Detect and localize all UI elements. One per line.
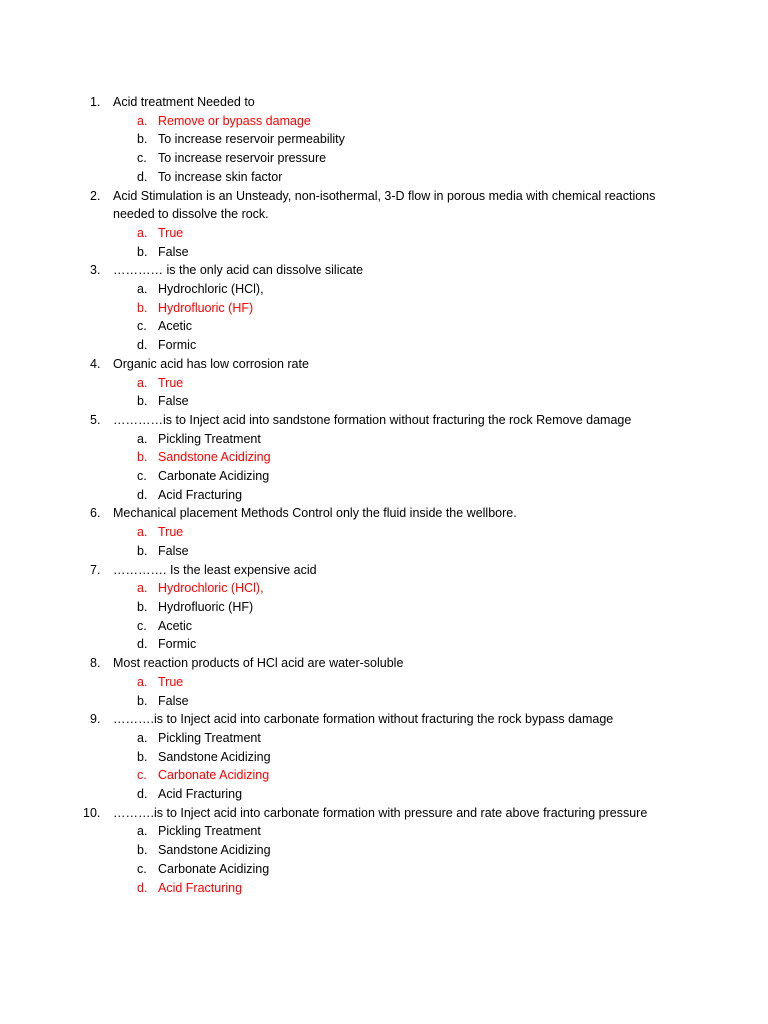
question-text: ……….is to Inject acid into carbonate formation without fracturing the rock bypass damage — [113, 712, 614, 727]
option-letter: a. — [137, 730, 148, 745]
option-letter: d. — [137, 169, 148, 184]
question-item — [0, 93, 768, 187]
option-text: False — [158, 244, 189, 259]
option-text: Remove or bypass damage — [158, 113, 311, 128]
question-number: 8. — [90, 656, 101, 671]
answer-option — [0, 748, 768, 767]
question-number: 10. — [83, 805, 101, 820]
option-letter: a. — [137, 282, 148, 297]
option-letter: d. — [137, 787, 148, 802]
question-text: ………… is the only acid can dissolve silicate — [113, 263, 364, 278]
question-line — [0, 93, 768, 112]
option-letter: d. — [137, 637, 148, 652]
option-text: Acid Fracturing — [158, 487, 243, 502]
option-text: To increase reservoir pressure — [158, 151, 327, 166]
question-line — [0, 187, 768, 224]
option-text: Sandstone Acidizing — [158, 843, 271, 858]
question-line — [0, 355, 768, 374]
option-text: False — [158, 693, 189, 708]
question-text: ……….is to Inject acid into carbonate formation with pressure and rate above fracturing pressure — [113, 805, 648, 820]
option-text: Sandstone Acidizing — [158, 450, 271, 465]
answer-option — [0, 841, 768, 860]
answer-option — [0, 729, 768, 748]
answer-option — [0, 542, 768, 561]
option-text: True — [158, 674, 184, 689]
option-text: Hydrofluoric (HF) — [158, 599, 254, 614]
answer-option — [0, 392, 768, 411]
question-line — [0, 504, 768, 523]
option-text: To increase reservoir permeability — [158, 132, 345, 147]
option-letter: d. — [137, 338, 148, 353]
option-letter: a. — [137, 375, 148, 390]
option-text: False — [158, 394, 189, 409]
option-text: Pickling Treatment — [158, 431, 261, 446]
question-item — [0, 261, 768, 355]
answer-option — [0, 822, 768, 841]
option-letter: a. — [137, 525, 148, 540]
answer-option — [0, 692, 768, 711]
question-number: 9. — [90, 712, 101, 727]
question-item — [0, 710, 768, 804]
quiz-list — [0, 93, 768, 897]
option-text: Sandstone Acidizing — [158, 749, 271, 764]
option-letter: a. — [137, 824, 148, 839]
question-number: 6. — [90, 506, 101, 521]
option-text: Pickling Treatment — [158, 730, 261, 745]
question-line — [0, 710, 768, 729]
answer-option — [0, 635, 768, 654]
answer-option-correct — [0, 299, 768, 318]
answer-option-correct — [0, 579, 768, 598]
question-number: 1. — [90, 95, 101, 109]
question-item — [0, 504, 768, 560]
option-letter: b. — [137, 693, 148, 708]
answer-option-correct — [0, 766, 768, 785]
option-letter: b. — [137, 244, 148, 259]
option-text: Hydrochloric (HCl), — [158, 581, 264, 596]
option-letter: b. — [137, 300, 148, 315]
answer-option — [0, 860, 768, 879]
question-number: 5. — [90, 412, 101, 427]
question-number: 4. — [90, 356, 101, 371]
option-text: Acid Fracturing — [158, 787, 243, 802]
option-letter: c. — [137, 618, 147, 633]
answer-option — [0, 467, 768, 486]
option-text: Carbonate Acidizing — [158, 768, 270, 783]
option-letter: b. — [137, 132, 148, 147]
option-letter: a. — [137, 225, 148, 240]
option-letter: c. — [137, 151, 147, 166]
answer-option — [0, 598, 768, 617]
option-text: Formic — [158, 637, 197, 652]
answer-option — [0, 617, 768, 636]
option-letter: b. — [137, 394, 148, 409]
option-letter: d. — [137, 487, 148, 502]
answer-option-correct — [0, 879, 768, 898]
option-text: Acetic — [158, 319, 193, 334]
answer-option — [0, 486, 768, 505]
option-text: Hydrofluoric (HF) — [158, 300, 254, 315]
option-letter: a. — [137, 674, 148, 689]
option-text: Carbonate Acidizing — [158, 861, 270, 876]
option-letter: b. — [137, 599, 148, 614]
option-text: Hydrochloric (HCl), — [158, 282, 264, 297]
answer-option-correct — [0, 448, 768, 467]
option-letter: a. — [137, 431, 148, 446]
question-line — [0, 261, 768, 280]
question-number: 3. — [90, 263, 101, 278]
option-text: Formic — [158, 338, 197, 353]
question-number: 2. — [90, 188, 101, 203]
answer-option — [0, 168, 768, 187]
option-letter: d. — [137, 880, 148, 895]
option-letter: b. — [137, 543, 148, 558]
answer-option — [0, 280, 768, 299]
question-line — [0, 654, 768, 673]
option-letter: b. — [137, 749, 148, 764]
option-text: True — [158, 375, 184, 390]
question-text: Acid treatment Needed to — [113, 95, 255, 109]
answer-option — [0, 149, 768, 168]
answer-option — [0, 243, 768, 262]
option-text: Pickling Treatment — [158, 824, 261, 839]
answer-option-correct — [0, 224, 768, 243]
answer-option-correct — [0, 112, 768, 131]
question-text: Mechanical placement Methods Control only the fluid inside the wellbore. — [113, 506, 517, 521]
option-letter: b. — [137, 450, 148, 465]
answer-option-correct — [0, 523, 768, 542]
answer-option-correct — [0, 374, 768, 393]
answer-option — [0, 785, 768, 804]
question-item — [0, 561, 768, 655]
option-letter: b. — [137, 843, 148, 858]
answer-option — [0, 130, 768, 149]
question-item — [0, 654, 768, 710]
question-line — [0, 804, 768, 823]
option-letter: c. — [137, 768, 147, 783]
question-line — [0, 411, 768, 430]
question-text: Acid Stimulation is an Unsteady, non-isothermal, 3-D flow in porous media with chemical reactions needed to dissolve the rock. — [113, 188, 656, 222]
question-text: …………. Is the least expensive acid — [113, 562, 317, 577]
option-text: To increase skin factor — [158, 169, 283, 184]
question-number: 7. — [90, 562, 101, 577]
option-letter: a. — [137, 113, 148, 128]
option-letter: a. — [137, 581, 148, 596]
option-text: Acetic — [158, 618, 193, 633]
question-text: Organic acid has low corrosion rate — [113, 356, 309, 371]
option-text: Acid Fracturing — [158, 880, 243, 895]
question-item — [0, 804, 768, 898]
option-text: Carbonate Acidizing — [158, 469, 270, 484]
option-text: False — [158, 543, 189, 558]
question-item — [0, 411, 768, 505]
answer-option — [0, 430, 768, 449]
answer-option — [0, 317, 768, 336]
question-line — [0, 561, 768, 580]
option-letter: c. — [137, 319, 147, 334]
question-item — [0, 355, 768, 411]
option-text: True — [158, 225, 184, 240]
option-letter: c. — [137, 469, 147, 484]
question-text: Most reaction products of HCl acid are water-soluble — [113, 656, 404, 671]
option-letter: c. — [137, 861, 147, 876]
option-text: True — [158, 525, 184, 540]
question-text: …………is to Inject acid into sandstone formation without fracturing the rock Remove damage — [113, 412, 632, 427]
answer-option — [0, 336, 768, 355]
question-item — [0, 187, 768, 262]
answer-option-correct — [0, 673, 768, 692]
